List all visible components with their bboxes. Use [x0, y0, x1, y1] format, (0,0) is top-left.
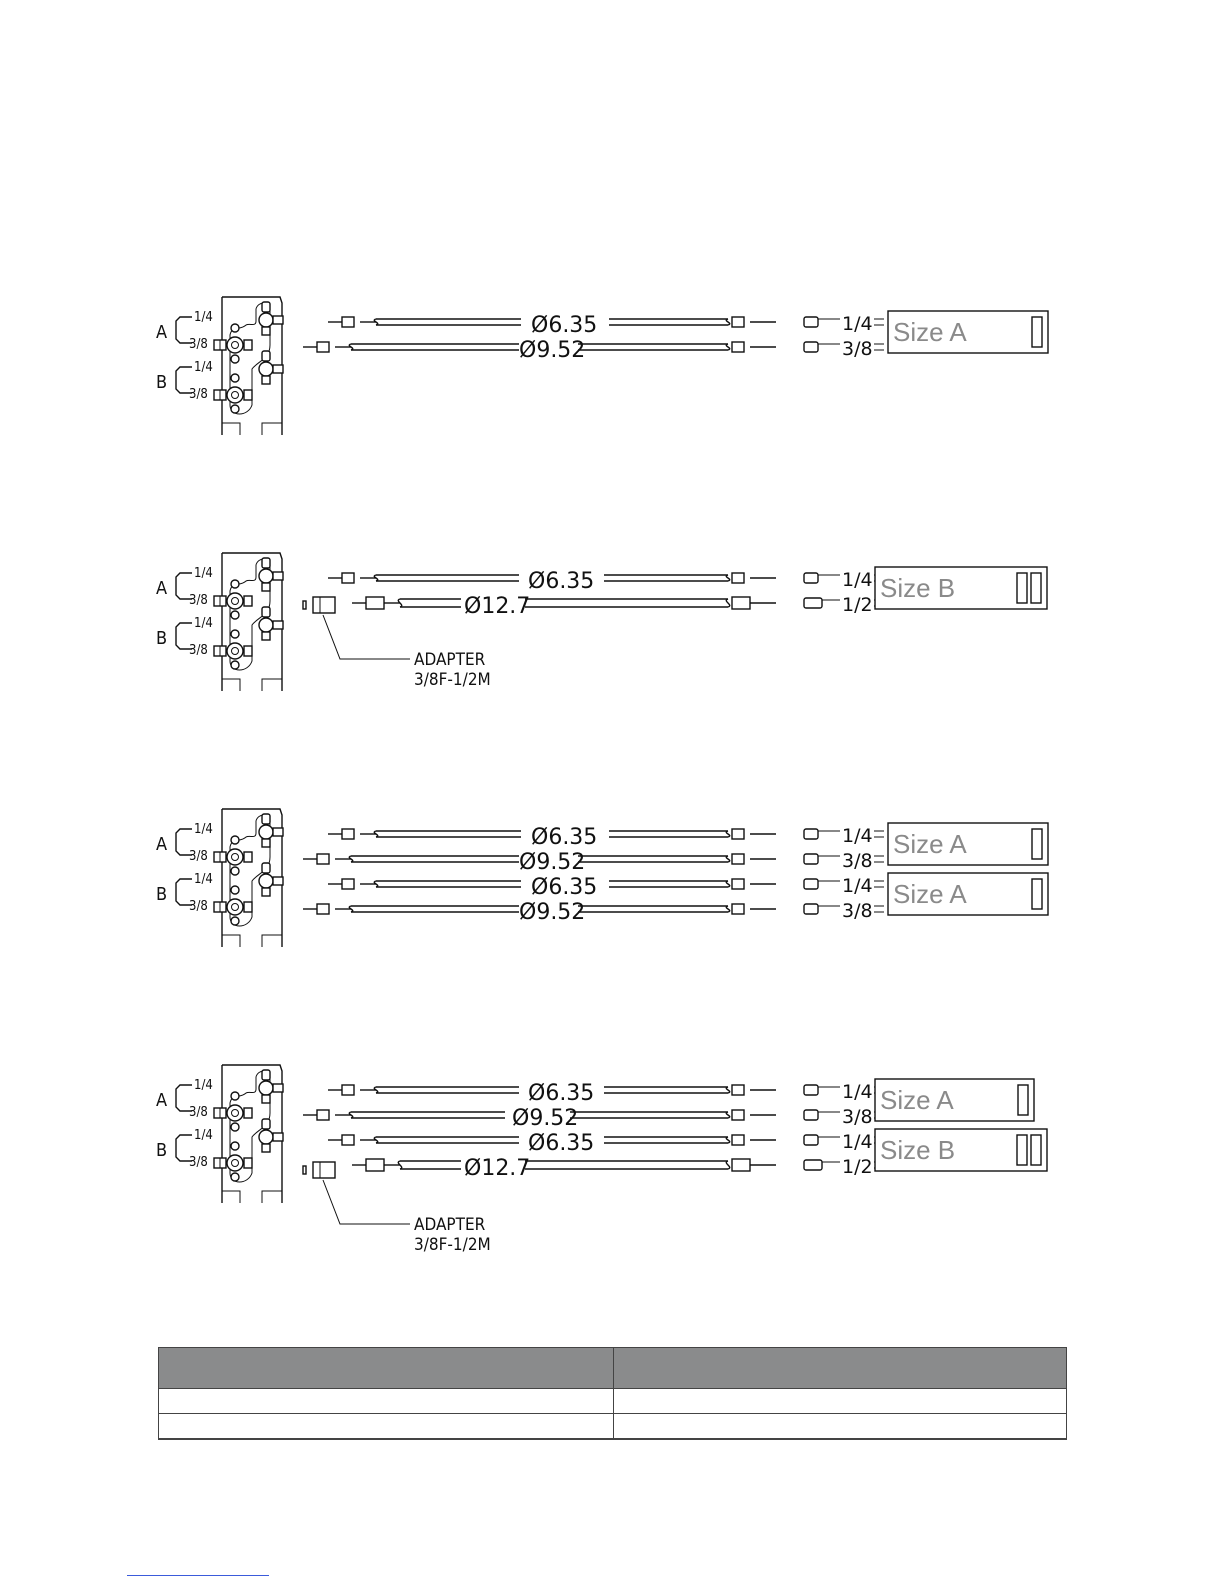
adapter-fitting — [313, 597, 335, 613]
valve-block-foot — [222, 679, 282, 691]
end-fitting — [804, 1085, 818, 1095]
size-label: 3/8 — [189, 849, 208, 864]
end-lead — [874, 856, 884, 862]
adapter-spec: 3/8F-1/2M — [414, 1235, 491, 1255]
end-fitting — [804, 1135, 818, 1145]
diagram-3-pipe-1-nut-right — [732, 829, 744, 839]
diagram-3-unit-1-size-label: Size A — [893, 829, 967, 859]
size-label: 1/4 — [194, 566, 213, 581]
valve-cap — [262, 814, 270, 824]
valve-body — [227, 337, 243, 353]
adapter-spec: 3/8F-1/2M — [414, 670, 491, 690]
diagram-3-pipe-4-diameter: Ø9.52 — [519, 900, 586, 925]
size-label: 1/4 — [194, 1128, 213, 1143]
diagram-2-pipe-1-nut-right — [732, 573, 744, 583]
valve-stem — [262, 1144, 270, 1152]
diagram-4-pipe-4-nut-right — [732, 1159, 750, 1171]
port-label: A — [156, 578, 168, 599]
valve-stem — [244, 646, 252, 656]
valve-stem — [262, 888, 270, 896]
valve-stem — [262, 376, 270, 384]
valve-stem — [262, 839, 270, 847]
valve-port — [273, 1084, 283, 1092]
diagram-3-pipe-1-diameter: Ø6.35 — [531, 825, 598, 850]
end-fitting — [804, 879, 818, 889]
size-label: 1/4 — [194, 822, 213, 837]
port-label: A — [156, 322, 168, 343]
valve-body — [259, 362, 273, 376]
valve-port — [273, 621, 283, 629]
size-label: 3/8 — [189, 1155, 208, 1170]
diagram-1-pipe-2-nut-left — [317, 342, 329, 352]
valve-body — [259, 313, 273, 327]
table-cell — [614, 1389, 1067, 1414]
diagram-3-end-size-1: 1/4 — [842, 825, 873, 847]
valve-cap — [262, 1070, 270, 1080]
valve-body — [259, 1081, 273, 1095]
valve-body — [259, 1130, 273, 1144]
diagram-2-pipe-2-nut-right — [732, 597, 750, 609]
adapter-bar — [303, 601, 306, 609]
size-label: 1/4 — [194, 872, 213, 887]
size-label: 3/8 — [189, 337, 208, 352]
diagram-4-unit-1-size-label: Size A — [880, 1085, 954, 1115]
valve-stem — [244, 1108, 252, 1118]
adapter-label: ADAPTER — [414, 650, 486, 670]
diagram-1-unit-1-size-label: Size A — [893, 317, 967, 347]
diagram-2-end-size-1: 1/4 — [842, 569, 873, 591]
valve-cap — [262, 1119, 270, 1129]
diagram-4-pipe-3-nut-right — [732, 1135, 744, 1145]
diagram-1-end-size-2: 3/8 — [842, 338, 873, 360]
port-label: A — [156, 834, 168, 855]
valve-cap — [231, 917, 239, 925]
diagram-1 — [156, 297, 1048, 435]
diagram-2-pipe-1-nut-left — [342, 573, 354, 583]
diagram-2-pipe-1-diameter: Ø6.35 — [528, 569, 595, 594]
valve-cap — [231, 630, 239, 638]
end-lead — [874, 906, 884, 912]
valve-cap — [231, 324, 239, 332]
diagram-4-pipe-2-nut-right — [732, 1110, 744, 1120]
diagram-3-pipe-4-nut-right — [732, 904, 744, 914]
valve-cap — [262, 607, 270, 617]
spec-table — [158, 1347, 1067, 1440]
diagram-3-pipe-2-diameter: Ø9.52 — [519, 850, 586, 875]
valve-cap — [231, 836, 239, 844]
table-cell — [614, 1414, 1067, 1440]
valve-cap — [231, 1142, 239, 1150]
valve-port — [273, 316, 283, 324]
table-cell — [159, 1389, 614, 1414]
diagram-4-pipe-1-diameter: Ø6.35 — [528, 1081, 595, 1106]
end-lead — [874, 344, 884, 350]
diagram-4-pipe-4-nut-left — [366, 1159, 384, 1171]
diagram-1-pipe-1-diameter: Ø6.35 — [531, 313, 598, 338]
diagram-3-pipe-3-nut-right — [732, 879, 744, 889]
diagram-3-pipe-3-diameter: Ø6.35 — [531, 875, 598, 900]
diagram-3-end-size-3: 1/4 — [842, 875, 873, 897]
port-label: B — [156, 628, 168, 649]
valve-port — [273, 1133, 283, 1141]
valve-cap — [231, 405, 239, 413]
valve-cap — [231, 1173, 239, 1181]
diagram-2-unit-1-size-label: Size B — [880, 573, 956, 603]
size-label: 3/8 — [189, 643, 208, 658]
valve-cap — [231, 355, 239, 363]
valve-body — [259, 618, 273, 632]
footer-link-rule — [127, 1575, 269, 1576]
size-label: 1/4 — [194, 1078, 213, 1093]
valve-body — [227, 593, 243, 609]
valve-block-foot — [222, 423, 282, 435]
diagram-2-pipe-2-diameter: Ø12.7 — [464, 594, 531, 619]
valve-body — [259, 874, 273, 888]
diagram-3-end-size-2: 3/8 — [842, 850, 873, 872]
valve-cap — [262, 351, 270, 361]
table-row — [159, 1414, 1067, 1440]
valve-cap — [231, 1123, 239, 1131]
valve-cap — [262, 302, 270, 312]
port-label: B — [156, 1140, 168, 1161]
end-lead — [874, 881, 884, 887]
valve-cap — [231, 886, 239, 894]
diagram-4-end-size-3: 1/4 — [842, 1131, 873, 1153]
valve-port — [273, 877, 283, 885]
valve-stem — [244, 596, 252, 606]
valve-block-foot — [222, 935, 282, 947]
pipe-break — [398, 599, 729, 607]
valve-cap — [231, 611, 239, 619]
end-fitting — [804, 317, 818, 327]
valve-stem — [262, 583, 270, 591]
end-fitting — [804, 598, 822, 608]
diagram-2 — [156, 553, 1047, 691]
diagram-1-pipe-1-nut-right — [732, 317, 744, 327]
diagram-2-end-size-2: 1/2 — [842, 594, 873, 616]
valve-stem — [244, 852, 252, 862]
valve-stem — [244, 340, 252, 350]
end-lead — [874, 319, 884, 325]
diagram-4-pipe-1-nut-left — [342, 1085, 354, 1095]
valve-body — [227, 1155, 243, 1171]
diagram-3-pipe-2-nut-left — [317, 854, 329, 864]
end-fitting — [804, 1110, 818, 1120]
valve-stem — [244, 390, 252, 400]
diagram-4-unit-2-size-label: Size B — [880, 1135, 956, 1165]
diagram-3-pipe-1-nut-left — [342, 829, 354, 839]
valve-port — [273, 828, 283, 836]
valve-stem — [244, 902, 252, 912]
size-label: 3/8 — [189, 1105, 208, 1120]
adapter-fitting — [313, 1162, 335, 1178]
end-fitting — [804, 573, 818, 583]
valve-body — [227, 1105, 243, 1121]
diagram-3-unit-2-size-label: Size A — [893, 879, 967, 909]
diagram-4-end-size-4: 1/2 — [842, 1156, 873, 1178]
valve-cap — [231, 1092, 239, 1100]
diagram-4-end-size-2: 3/8 — [842, 1106, 873, 1128]
diagram-1-pipe-1-nut-left — [342, 317, 354, 327]
pipe-break — [398, 1161, 729, 1169]
valve-body — [227, 899, 243, 915]
valve-cap — [231, 580, 239, 588]
table-header-row — [159, 1348, 1067, 1389]
valve-stem — [244, 1158, 252, 1168]
size-label: 3/8 — [189, 387, 208, 402]
end-fitting — [804, 854, 818, 864]
valve-cap — [262, 558, 270, 568]
valve-cap — [262, 863, 270, 873]
valve-block-foot — [222, 1191, 282, 1203]
valve-body — [227, 643, 243, 659]
table-row — [159, 1389, 1067, 1414]
size-label: 3/8 — [189, 899, 208, 914]
size-label: 1/4 — [194, 616, 213, 631]
adapter-bar — [303, 1166, 306, 1174]
valve-stem — [262, 1095, 270, 1103]
size-label: 1/4 — [194, 310, 213, 325]
valve-port — [273, 365, 283, 373]
valve-body — [259, 825, 273, 839]
table-header-cell — [614, 1348, 1067, 1389]
diagram-3-pipe-4-nut-left — [317, 904, 329, 914]
adapter-label: ADAPTER — [414, 1215, 486, 1235]
diagram-4-pipe-3-nut-left — [342, 1135, 354, 1145]
diagram-4 — [156, 1065, 1047, 1255]
valve-body — [259, 569, 273, 583]
diagram-4-pipe-1-nut-right — [732, 1085, 744, 1095]
port-label: B — [156, 372, 168, 393]
diagram-4-pipe-2-nut-left — [317, 1110, 329, 1120]
diagram-1-end-size-1: 1/4 — [842, 313, 873, 335]
diagram-2-pipe-2-nut-left — [366, 597, 384, 609]
diagram-3 — [156, 809, 1048, 947]
port-label: A — [156, 1090, 168, 1111]
end-fitting — [804, 829, 818, 839]
table-cell — [159, 1414, 614, 1440]
diagram-4-pipe-4-diameter: Ø12.7 — [464, 1156, 531, 1181]
port-label: B — [156, 884, 168, 905]
diagram-1-pipe-2-diameter: Ø9.52 — [519, 338, 586, 363]
diagram-4-end-size-1: 1/4 — [842, 1081, 873, 1103]
adapter-leader — [323, 615, 410, 659]
end-fitting — [804, 1160, 822, 1170]
valve-stem — [262, 632, 270, 640]
diagram-1-pipe-2-nut-right — [732, 342, 744, 352]
end-fitting — [804, 342, 818, 352]
diagram-4-pipe-3-diameter: Ø6.35 — [528, 1131, 595, 1156]
valve-cap — [231, 374, 239, 382]
end-fitting — [804, 904, 818, 914]
valve-port — [273, 572, 283, 580]
valve-body — [227, 387, 243, 403]
diagram-3-pipe-2-nut-right — [732, 854, 744, 864]
valve-body — [227, 849, 243, 865]
diagram-4-pipe-2-diameter: Ø9.52 — [512, 1106, 579, 1131]
table-header-cell — [159, 1348, 614, 1389]
diagram-3-end-size-4: 3/8 — [842, 900, 873, 922]
adapter-leader — [323, 1180, 410, 1224]
end-lead — [874, 831, 884, 837]
valve-stem — [262, 327, 270, 335]
valve-cap — [231, 867, 239, 875]
size-label: 3/8 — [189, 593, 208, 608]
size-label: 1/4 — [194, 360, 213, 375]
diagram-3-pipe-3-nut-left — [342, 879, 354, 889]
valve-cap — [231, 661, 239, 669]
